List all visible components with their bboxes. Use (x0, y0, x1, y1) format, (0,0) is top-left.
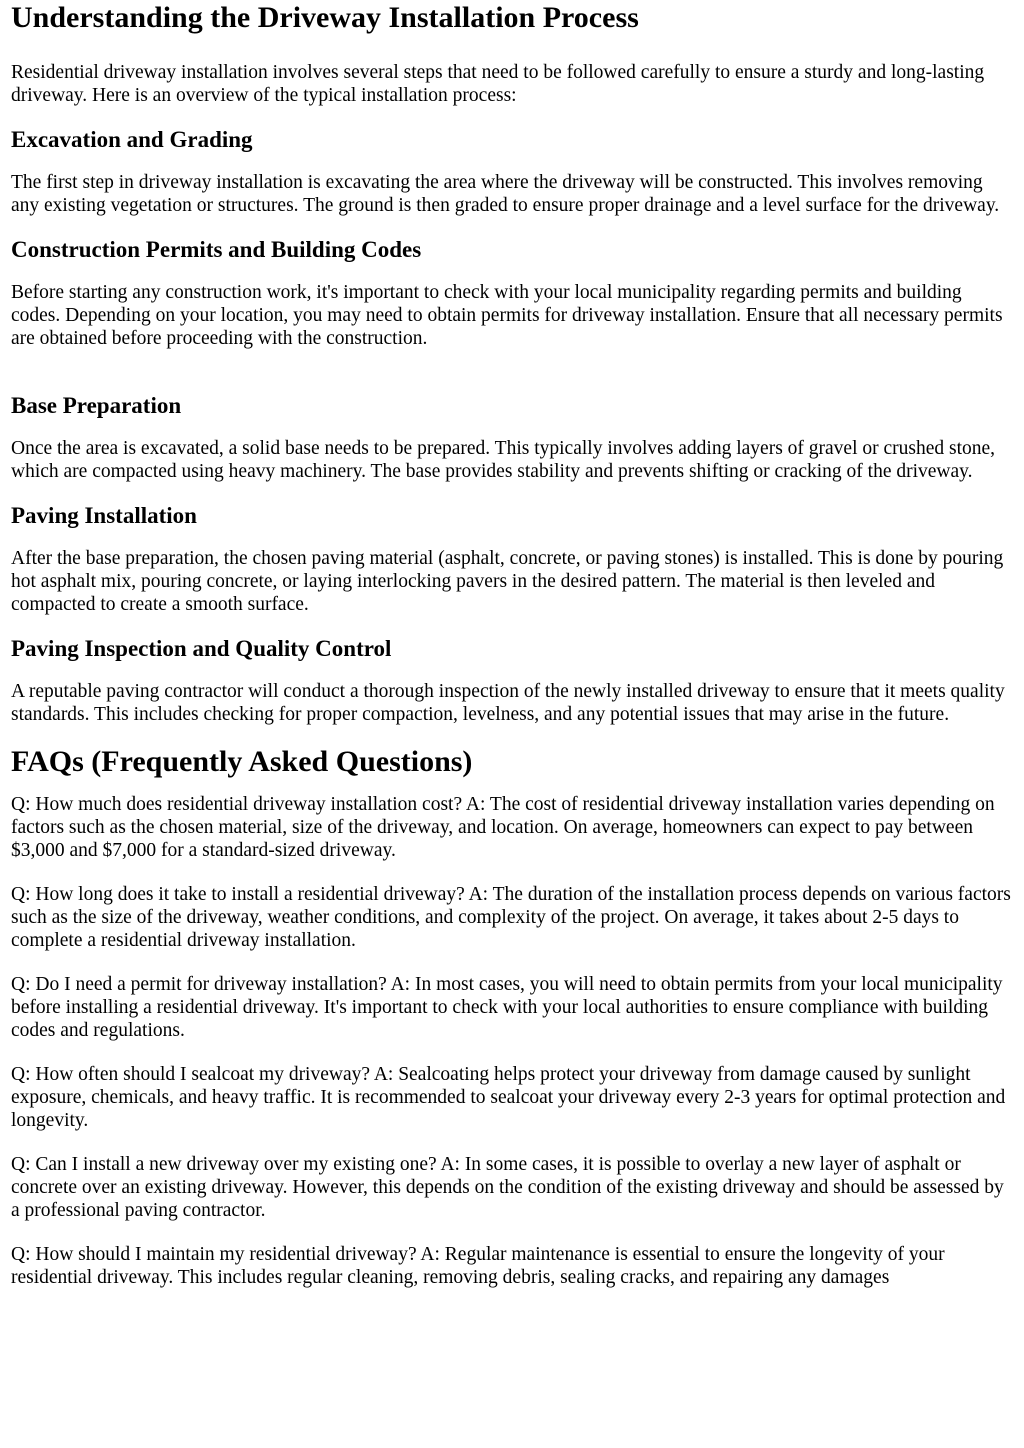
faq-item-duration: Q: How long does it take to install a residential driveway? A: The duration of the installation process depends on various factors such as the size of the driveway, weather conditions, and complexity of the project. On average, it takes about 2-5 days to complete a residential driveway installation. (11, 884, 1011, 951)
section-spacer (11, 350, 1013, 373)
faq-item-cost: Q: How much does residential driveway installation cost? A: The cost of residential driveway installation varies depending on factors such as the chosen material, size of the driveway, and location. On average, homeowners can expect to pay between $3,000 and $7,000 for a standard-sized driveway. (11, 794, 995, 861)
section-body-permits: Before starting any construction work, it's important to check with your local municipality regarding permits and building codes. Depending on your location, you may need to obtain permits for driveway installation. Ensure that all necessary permits are obtained before proceeding with the construction. (11, 282, 1003, 349)
section-heading-inspection: Paving Inspection and Quality Control (11, 636, 392, 661)
faq-item-sealcoat: Q: How often should I sealcoat my driveway? A: Sealcoating helps protect your driveway from damage caused by sunlight exposure, chemicals, and heavy traffic. It is recommended to sealcoat your driveway every 2-3 years for optimal protection and longevity. (11, 1064, 1006, 1131)
faq-item-permit: Q: Do I need a permit for driveway installation? A: In most cases, you will need to obtain permits from your local municipality before installing a residential driveway. It's important to check with your local authorities to ensure compliance with building codes and regulations. (11, 974, 1003, 1041)
faq-item-maintenance: Q: How should I maintain my residential driveway? A: Regular maintenance is essential to ensure the longevity of your residential driveway. This includes regular cleaning, removing debris, sealing cracks, and repairing any damages (11, 1244, 945, 1288)
section-body-base: Once the area is excavated, a solid base needs to be prepared. This typically involves adding layers of gravel or crushed stone, which are compacted using heavy machinery. The base provides stability and prevents shifting or cracking of the driveway. (11, 438, 996, 482)
intro-paragraph: Residential driveway installation involves several steps that need to be followed carefully to ensure a sturdy and long-lasting driveway. Here is an overview of the typical installation process: (11, 62, 985, 106)
article-body (11, 61, 1013, 1310)
section-heading-paving: Paving Installation (11, 503, 197, 528)
page-title: Understanding the Driveway Installation Process (11, 1, 639, 34)
section-body-paving: After the base preparation, the chosen paving material (asphalt, concrete, or paving stones) is installed. This is done by pouring hot asphalt mix, pouring concrete, or laying interlocking pavers in the desired pattern. The material is then leveled and compacted to create a smooth surface. (11, 548, 1004, 615)
section-heading-permits: Construction Permits and Building Codes (11, 237, 422, 262)
faq-item-overlay: Q: Can I install a new driveway over my existing one? A: In some cases, it is possible to overlay a new layer of asphalt or concrete over an existing driveway. However, this depends on the condition of the existing driveway and should be assessed by a professional paving contractor. (11, 1154, 1004, 1221)
faq-title: FAQs (Frequently Asked Questions) (11, 745, 473, 778)
section-heading-base: Base Preparation (11, 393, 182, 418)
section-body-inspection: A reputable paving contractor will conduct a thorough inspection of the newly installed driveway to ensure that it meets quality standards. This includes checking for proper compaction, levelness, and any potential issues that may arise in the future. (11, 681, 1005, 725)
section-body-excavation: The first step in driveway installation is excavating the area where the driveway will be constructed. This involves removing any existing vegetation or structures. The ground is then graded to ensure proper drainage and a level surface for the driveway. (11, 172, 1000, 216)
section-heading-excavation: Excavation and Grading (11, 127, 253, 152)
